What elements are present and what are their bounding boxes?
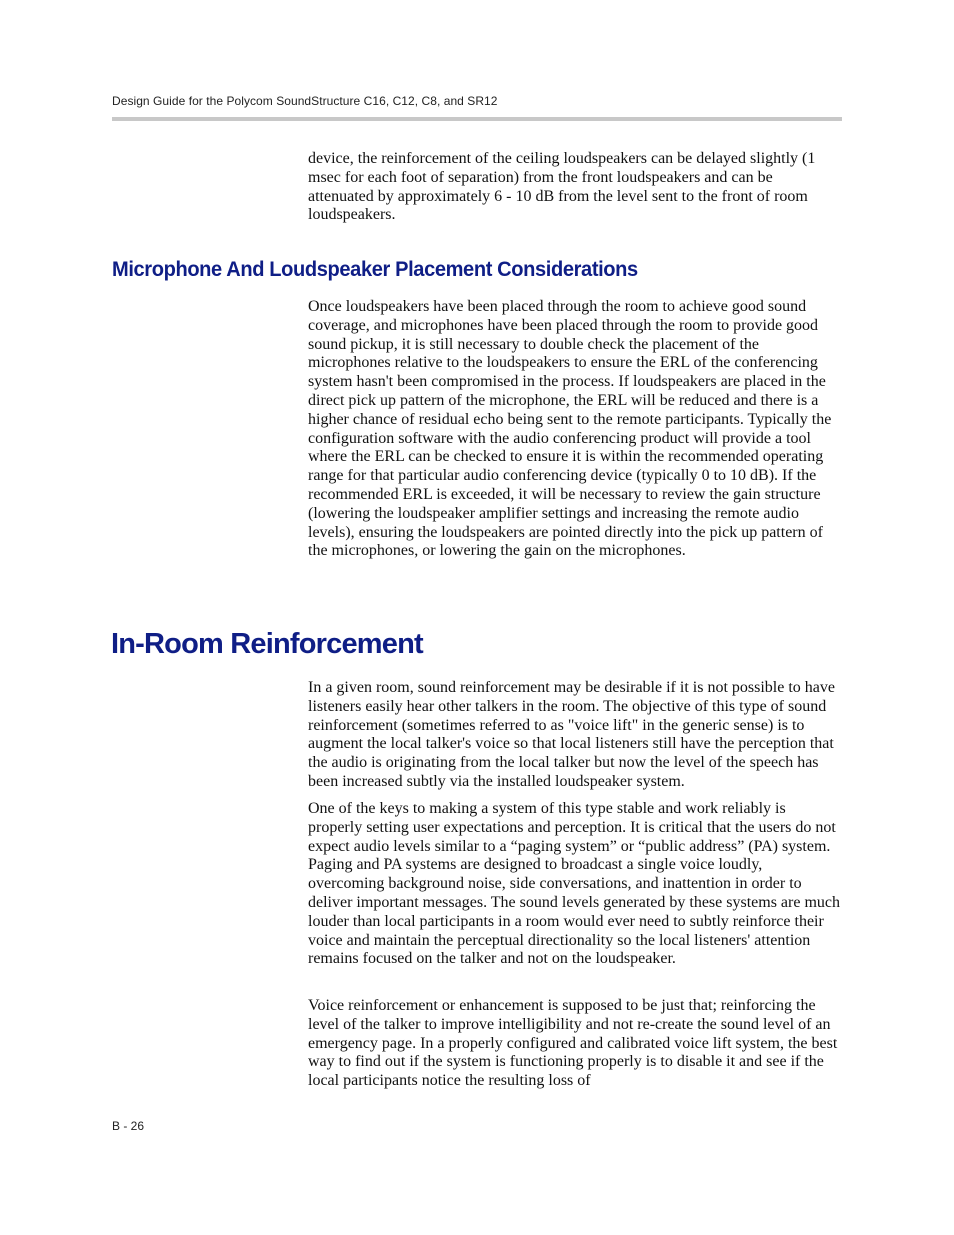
intro-paragraph: device, the reinforcement of the ceiling loudspeakers can be delayed slightly (1 msec for each foot of separation) from the front loudspeakers and can be attenuated by approximately 6 - 10 dB from the level sent to the front of room loudspeakers. — [308, 150, 816, 224]
inroom-paragraph-3: Voice reinforcement or enhancement is supposed to be just that; reinforcing the level of the talker to improve intelligibility and not re-create the sound level of an emergency page. In a properly configured and calibrated voice lift system, the best way to find out if the system is functioning properly is to disable it and see if the local participants notice the resulting loss of — [308, 997, 838, 1090]
inroom-paragraph-1: In a given room, sound reinforcement may be desirable if it is not possible to have listeners easily hear other talkers in the room. The objective of this type of sound reinforcement (sometimes referred to as "voice lift" in the generic sense) is to augment the local talker's voice so that local listeners still have the perception that the audio is originating from the local talker but now the level of the speech has been increased subtly via the installed loudspeaker system. — [308, 679, 835, 790]
section-heading-in-room-reinforcement: In-Room Reinforcement — [111, 628, 423, 660]
placement-paragraph: Once loudspeakers have been placed through the room to achieve good sound coverage, and microphones have been placed through the room to provide good sound pickup, it is still necessary to double check the placement of the microphones relative to the loudspeakers to ensure the ERL of the conferencing system hasn't been compromised in the process. If loudspeakers are placed in the direct pick up pattern of the microphone, the ERL will be reduced and there is a higher chance of residual echo being sent to the remote participants. Typically the configuration software with the audio conferencing product will provide a tool where the ERL can be checked to ensure it is within the recommended operating range for that particular audio conferencing device (typically 0 to 10 dB). If the recommended ERL is exceeded, it will be necessary to review the gain structure (lowering the loudspeaker amplifier settings and increasing the remote audio levels), ensuring the loudspeakers are pointed directly into the pick up pattern of the microphones, or lowering the gain on the microphones. — [308, 298, 832, 560]
page-number: B - 26 — [112, 1119, 145, 1133]
inroom-paragraph-2: One of the keys to making a system of this type stable and work reliably is properly setting user expectations and perception. It is critical that the users do not expect audio levels similar to a “paging system” or “public address” (PA) system. Paging and PA systems are designed to broadcast a single voice loudly, overcoming background noise, side conversations, and inattention in order to deliver important messages. The sound levels generated by these systems are much louder than local participants in a room would ever need to subtly reinforce their voice and maintain the perceptual directionality so the local listeners' attention remains focused on the talker and not on the loudspeaker. — [308, 800, 840, 968]
running-header: Design Guide for the Polycom SoundStructure C16, C12, C8, and SR12 — [112, 94, 498, 108]
section-heading-placement: Microphone And Loudspeaker Placement Considerations — [112, 258, 638, 281]
header-divider — [112, 117, 842, 121]
